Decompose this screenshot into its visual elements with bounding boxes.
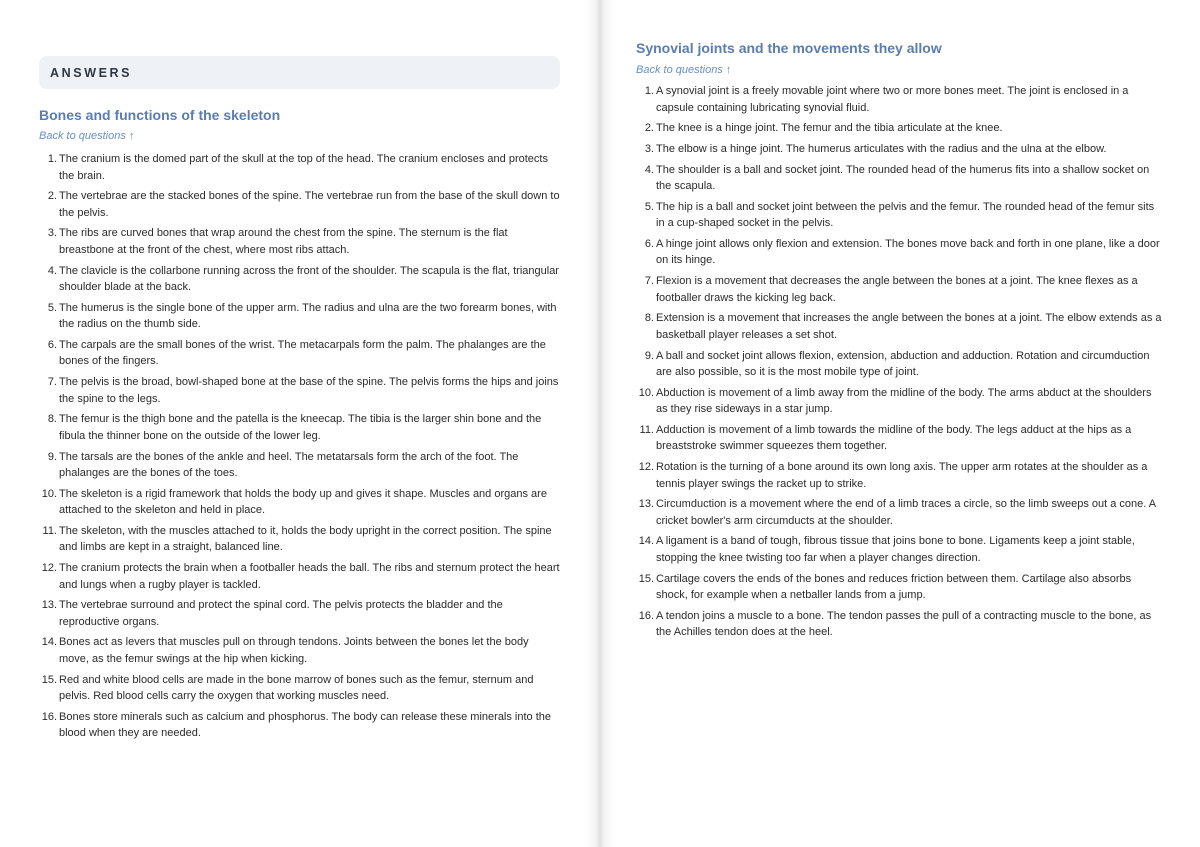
answer-number: 6. — [644, 237, 654, 250]
answer-number: 9. — [644, 349, 654, 362]
answer-item — [47, 225, 560, 258]
answer-text: A hinge joint allows only flexion and extension. The bones move back and forth in one plane, like a door on its hinge. — [656, 237, 1160, 267]
answers-list-joints — [636, 83, 1162, 641]
answer-text: The skeleton, with the muscles attached to it, holds the body upright in the correct position. The spine and limbs are kept in a straight, balanced line. — [59, 524, 552, 554]
answer-item — [644, 236, 1162, 269]
answer-number: 16. — [41, 710, 57, 723]
answer-text: The clavicle is the collarbone running across the front of the shoulder. The scapula is the flat, triangular shoulder blade at the back. — [59, 264, 559, 294]
answer-text: Bones store minerals such as calcium and phosphorus. The body can release these minerals into the blood when they are needed. — [59, 710, 552, 740]
answer-text: A tendon joins a muscle to a bone. The tendon passes the pull of a contracting muscle to the bone, as the Achilles tendon does at the heel. — [656, 609, 1152, 639]
answer-item — [639, 422, 1162, 455]
answer-text: The vertebrae are the stacked bones of the spine. The vertebrae run from the base of the skull down to the pelvis. — [59, 190, 560, 219]
answer-number: 14. — [41, 636, 57, 649]
answer-item — [644, 310, 1162, 343]
answer-item — [644, 141, 1162, 158]
answer-item — [41, 672, 560, 705]
answer-number: 8. — [644, 312, 654, 325]
answer-number: 11. — [639, 423, 654, 436]
answer-text: The skeleton is a rigid framework that holds the body up and gives it shape. Muscles and organs are attached to the skeleton and held in place. — [59, 487, 547, 517]
up-arrow-icon: ↑ — [725, 64, 732, 76]
answer-number: 12. — [41, 562, 57, 575]
section-title-joints: Synovial joints and the movements they allow — [636, 40, 942, 56]
answer-item — [644, 83, 1162, 116]
answer-item — [41, 597, 560, 630]
answer-text: The shoulder is a ball and socket joint. The rounded head of the humerus fits into a shallow socket on the scapula. — [656, 163, 1150, 193]
answer-number: 4. — [47, 264, 57, 277]
answer-text: The cranium protects the brain when a footballer heads the ball. The ribs and sternum protect the heart and lungs when a rugby player is tackled. — [59, 562, 560, 591]
answer-text: The cranium is the domed part of the skull at the top of the head. The cranium encloses and protects the brain. — [59, 153, 548, 182]
answer-text: The elbow is a hinge joint. The humerus articulates with the radius and the ulna at the elbow. — [656, 142, 1107, 155]
answers-label: ANSWERS — [50, 65, 133, 80]
answer-number: 7. — [47, 376, 57, 389]
answer-item — [644, 162, 1162, 195]
answers-list-bones — [39, 151, 560, 742]
answer-number: 2. — [644, 122, 654, 135]
answer-text: The ribs are curved bones that wrap around the chest from the spine. The sternum is the flat breastbone at the front of the chest, where most ribs attach. — [59, 227, 508, 256]
answer-item — [644, 273, 1162, 306]
answer-item — [41, 486, 560, 519]
answer-item — [644, 348, 1162, 381]
answer-number: 4. — [644, 163, 654, 176]
answer-number: 8. — [47, 413, 57, 426]
answer-text: Extension is a movement that increases the angle between the bones at a joint. The elbow extends as a basketball player releases a set shot. — [656, 312, 1162, 341]
section-title-bones: Bones and functions of the skeleton — [39, 107, 281, 123]
answer-text: Red and white blood cells are made in the bone marrow of bones such as the femur, sternum and pelvis. Red blood cells carry the oxygen that working muscles need. — [59, 673, 534, 703]
answer-number: 2. — [47, 190, 57, 203]
answer-number: 1. — [47, 153, 57, 165]
up-arrow-icon: ↑ — [128, 130, 135, 142]
answer-item — [42, 523, 560, 556]
answer-item — [41, 709, 560, 742]
answer-number: 16. — [638, 609, 654, 622]
answer-item — [638, 533, 1162, 566]
answer-number: 6. — [47, 338, 57, 351]
answer-text: A synovial joint is a freely movable joint where two or more bones meet. The joint is enclosed in a capsule containing lubricating synovial fluid. — [656, 85, 1129, 114]
back-to-questions-link[interactable] — [39, 130, 560, 142]
answer-text: Rotation is the turning of a bone around its own long axis. The upper arm rotates at the shoulder as a tennis player swings the racket up to strike. — [656, 461, 1148, 490]
answer-number: 11. — [42, 524, 57, 537]
answer-number: 15. — [41, 673, 57, 686]
answer-text: The hip is a ball and socket joint between the pelvis and the femur. The rounded head of the femur sits in a cup-shaped socket in the pelvis. — [656, 200, 1155, 230]
answer-number: 13. — [638, 498, 654, 511]
answer-item — [638, 459, 1162, 492]
answer-item — [47, 188, 560, 221]
answer-item — [638, 608, 1162, 641]
answer-number: 10. — [41, 487, 57, 500]
answer-number: 5. — [47, 301, 57, 314]
answer-number: 3. — [644, 142, 654, 155]
answer-item — [47, 337, 560, 370]
answer-text: Abduction is movement of a limb away from the midline of the body. The arms abduct at the shoulders as they rise sideways in a star jump. — [656, 386, 1152, 416]
answer-item — [638, 496, 1162, 529]
answer-item — [638, 571, 1162, 604]
answer-text: A ball and socket joint allows flexion, extension, abduction and adduction. Rotation and circumduction are also possible, so it is the most mobile type of joint. — [656, 349, 1150, 378]
right-page — [598, 0, 1200, 847]
answer-item — [47, 300, 560, 333]
answer-number: 3. — [47, 227, 57, 240]
answer-item — [47, 449, 560, 482]
answer-text: Bones act as levers that muscles pull on through tendons. Joints between the bones let the body move, as the femur swings at the hip when kicking. — [59, 636, 529, 665]
answer-number: 5. — [644, 200, 654, 213]
answer-text: The vertebrae surround and protect the spinal cord. The pelvis protects the bladder and the reproductive organs. — [59, 599, 503, 628]
answer-text: Circumduction is a movement where the end of a limb traces a circle, so the limb sweeps out a cone. A cricket bowler's arm circumducts at the shoulder. — [656, 498, 1156, 527]
answer-text: The carpals are the small bones of the wrist. The metacarpals form the palm. The phalanges are the bones of the fingers. — [59, 338, 546, 368]
answer-item — [644, 199, 1162, 232]
answer-item — [47, 411, 560, 444]
answer-item — [47, 151, 560, 184]
answer-item — [47, 374, 560, 407]
answer-text: Cartilage covers the ends of the bones and reduces friction between them. Cartilage also absorbs shock, for example when a netballer lands from a jump. — [656, 572, 1132, 602]
answer-item — [638, 385, 1162, 418]
answer-number: 13. — [41, 599, 57, 612]
answer-text: The humerus is the single bone of the upper arm. The radius and ulna are the two forearm bones, with the radius on the thumb side. — [59, 301, 557, 331]
answer-item — [41, 560, 560, 593]
back-to-questions-link[interactable] — [636, 64, 1162, 76]
answer-text: The tarsals are the bones of the ankle and heel. The metatarsals form the arch of the foot. The phalanges are the bones of the toes. — [59, 450, 519, 479]
answer-number: 12. — [638, 461, 654, 474]
answer-number: 7. — [644, 275, 654, 288]
answer-text: The knee is a hinge joint. The femur and the tibia articulate at the knee. — [656, 122, 1003, 135]
back-link-label: Back to questions — [636, 64, 723, 76]
answer-number: 14. — [638, 535, 654, 548]
answer-number: 15. — [638, 572, 654, 585]
left-page — [0, 0, 598, 847]
answer-text: A ligament is a band of tough, fibrous tissue that joins bone to bone. Ligaments keep a joint stable, stopping the knee twisting too far when a player changes direction. — [656, 535, 1135, 564]
answer-text: Flexion is a movement that decreases the angle between the bones at a joint. The knee flexes as a footballer draws the kicking leg back. — [656, 275, 1138, 304]
answer-text: The pelvis is the broad, bowl-shaped bone at the base of the spine. The pelvis forms the hips and joins the spine to the legs. — [59, 376, 559, 405]
answer-text: Adduction is movement of a limb towards the midline of the body. The legs adduct at the hips as a breaststroke swimmer squeezes them together. — [656, 423, 1132, 453]
answer-number: 9. — [47, 450, 57, 463]
answer-number: 1. — [644, 85, 654, 97]
answers-header — [39, 56, 560, 89]
back-link-label: Back to questions — [39, 130, 126, 142]
answer-number: 10. — [638, 386, 654, 399]
answer-item — [644, 120, 1162, 137]
answer-item — [47, 263, 560, 296]
answer-item — [41, 634, 560, 667]
answer-text: The femur is the thigh bone and the patella is the kneecap. The tibia is the larger shin bone and the fibula the thinner bone on the outside of the lower leg. — [59, 413, 542, 442]
